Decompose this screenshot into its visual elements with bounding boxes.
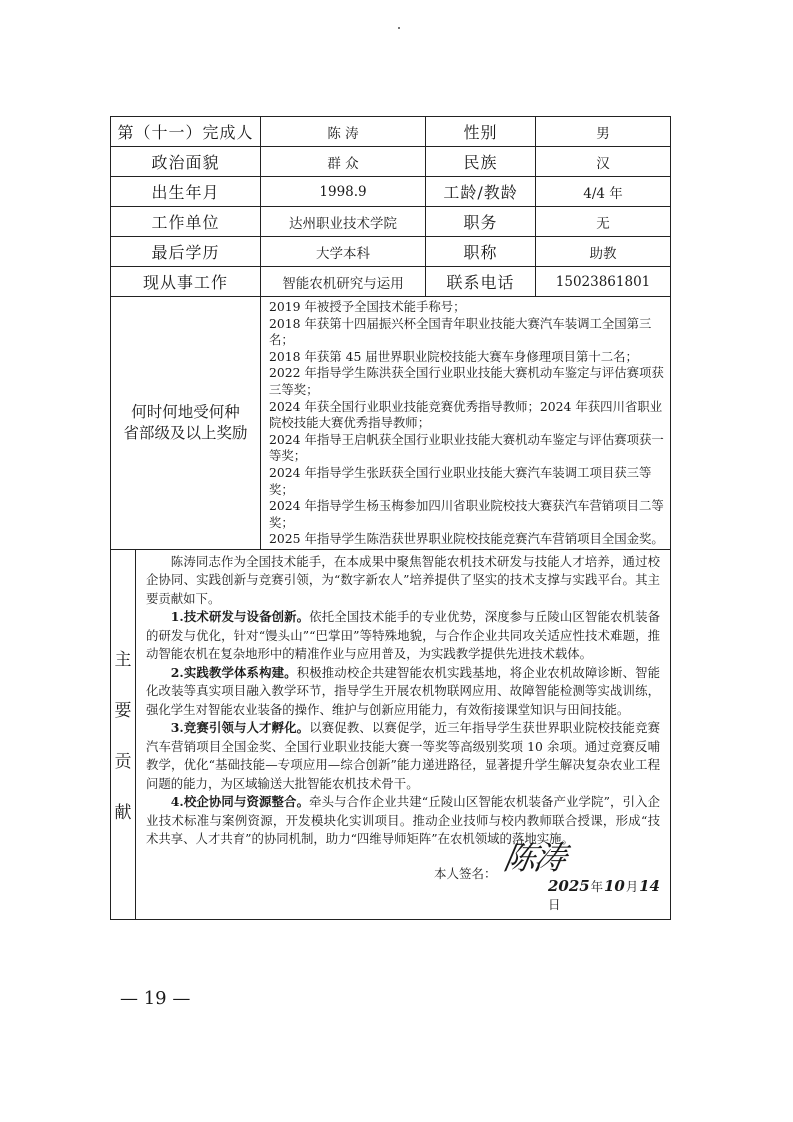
label-current-work: 现从事工作 [111,267,261,297]
value-name: 陈 涛 [261,117,426,147]
award-item: 2022 年指导学生陈洪获全国行业职业技能大赛机动车鉴定与评估赛项获三等奖； [269,365,664,397]
row-contributions [111,549,671,919]
award-item: 2024 年指导学生张跃获全国行业职业技能大赛汽车装调工项目获三等奖； [269,464,652,497]
value-birth: 1998.9 [261,177,426,207]
label-contributions-char: 要 [114,701,132,722]
contrib-item-body: 牵头与合作企业共建“丘陵山区智能农机装备产业学院”，引入企业技术标准与案例资源，开发模块化实训项目。推动企业技师与校内教师联合授课，形成“技术共享、人才共育”的协同机制，助力“四维导师矩阵”在农机领域的落地实施。 [146,794,661,847]
value-education: 大学本科 [261,237,426,267]
award-item: 2024 年指导学生杨玉梅参加四川省职业院校技大赛获汽车营销项目二等奖； [269,498,664,530]
contrib-item [146,719,660,793]
signature-block [146,838,660,913]
signature-label: 本人签名： [434,865,497,881]
date-day-suffix: 日 [548,897,561,913]
row-education [111,237,671,267]
row-awards [111,297,671,550]
label-politics: 政治面貌 [111,147,261,177]
label-contributions-char: 献 [114,803,132,824]
label-birth: 出生年月 [111,177,261,207]
label-gender: 性别 [426,117,536,147]
contrib-item-heading: 2.实践教学体系构建。 [170,664,297,680]
label-contributions-char: 贡 [114,752,132,773]
row-politics [111,147,671,177]
contrib-item-heading: 3.竞赛引领与人才孵化。 [170,720,310,736]
award-item: 2019 年被授予全国技术能手称号； [269,299,466,314]
signature-date [548,877,660,915]
date-year-suffix: 年 [589,878,604,894]
label-seniority: 工龄/教龄 [426,177,536,207]
handwritten-signature: 陈涛 [500,838,568,877]
scan-speck [398,27,400,29]
award-item: 2024 年获全国行业职业技能竞赛优秀指导教师；2024 年获四川省职业院校技能大赛优秀指导教师； [269,398,663,431]
contrib-item-body: 积极推动校企共建智能农机实践基地，将企业农机故障诊断、智能化改装等真实项目融入教学环节，指导学生开展农机物联网应用、故障智能检测等实战训练，强化学生对智能农业装备的操作、维护与创新应用能力，有效衔接课堂知识与田间技能。 [146,664,661,717]
label-education: 最后学历 [111,237,261,267]
value-position: 无 [536,207,671,237]
label-workplace: 工作单位 [111,207,261,237]
award-item: 2024 年指导王启帆获全国行业职业技能大赛机动车鉴定与评估赛项获一等奖； [269,431,664,464]
label-completer: 第（十一）完成人 [111,117,261,147]
contrib-item [146,793,660,849]
row-birth [111,177,671,207]
value-title: 助教 [536,237,671,267]
value-workplace: 达州职业技术学院 [261,207,426,237]
row-workplace [111,207,671,237]
date-year: 2025 [548,876,590,895]
value-current-work: 智能农机研究与运用 [261,267,426,297]
contrib-item [146,664,660,720]
label-title: 职称 [426,237,536,267]
row-current-work [111,267,671,297]
award-item: 2018 年获第 45 届世界职业院校技能大赛车身修理项目第十二名； [269,348,638,364]
label-position: 职务 [426,207,536,237]
contrib-item-body: 以赛促教、以赛促学，近三年指导学生获世界职业院校技能竞赛汽车营销项目全国金奖、全国行业职业技能大赛一等奖等高级别奖项 10 余项。通过竞赛反哺教学，优化“基础技能—专项应用—综合创新”能力递进路径，显著提升学生解决复杂农业工程问题的能力，为区域输送大批智能农机技术骨干。 [146,720,661,791]
label-phone: 联系电话 [426,267,536,297]
value-phone: 15023861801 [536,267,671,297]
contrib-intro: 陈涛同志作为全国技术能手，在本成果中聚焦智能农机技术研发与技能人才培养，通过校企协同、实践创新与竞赛引领，为“数字新农人”培养提供了坚实的技术支撑与实践平台。其主要贡献如下。 [146,553,661,606]
contrib-item-body: 依托全国技术能手的专业优势，深度参与丘陵山区智能农机装备的研发与优化，针对“馒头山”“巴掌田”等特殊地貌，与合作企业共同攻关适应性技术难题，推动智能农机在复杂地形中的精准作业与应用普及，为实践教学提供先进技术载体。 [146,609,661,662]
label-awards-line-2: 省部级及以上奖励 [123,423,248,442]
label-awards [111,297,261,550]
contrib-item [146,608,660,664]
value-gender: 男 [536,117,671,147]
label-awards-line-1: 何时何地受何种 [131,402,240,421]
label-ethnicity: 民族 [426,147,536,177]
row-name [111,117,671,147]
value-ethnicity: 汉 [536,147,671,177]
value-seniority: 4/4 年 [536,177,671,207]
contrib-item-heading: 4.校企协同与资源整合。 [170,794,310,810]
date-month-suffix: 月 [624,878,640,894]
date-month: 10 [604,876,625,895]
value-politics: 群 众 [261,147,426,177]
award-item: 2018 年获第十四届振兴杯全国青年职业技能大赛汽车装调工全国第三名； [269,315,652,348]
date-day: 14 [639,876,660,895]
contributions-text [136,549,671,919]
label-contributions [111,549,136,919]
awards-list [261,297,671,550]
award-item: 2025 年指导学生陈浩获世界职业院校技能竞赛汽车营销项目全国金奖。 [269,531,664,547]
personnel-form-table [110,116,671,920]
page-number: — 19 — [120,988,191,1009]
label-contributions-char: 主 [114,650,132,671]
contrib-item-heading: 1.技术研发与设备创新。 [170,609,310,625]
